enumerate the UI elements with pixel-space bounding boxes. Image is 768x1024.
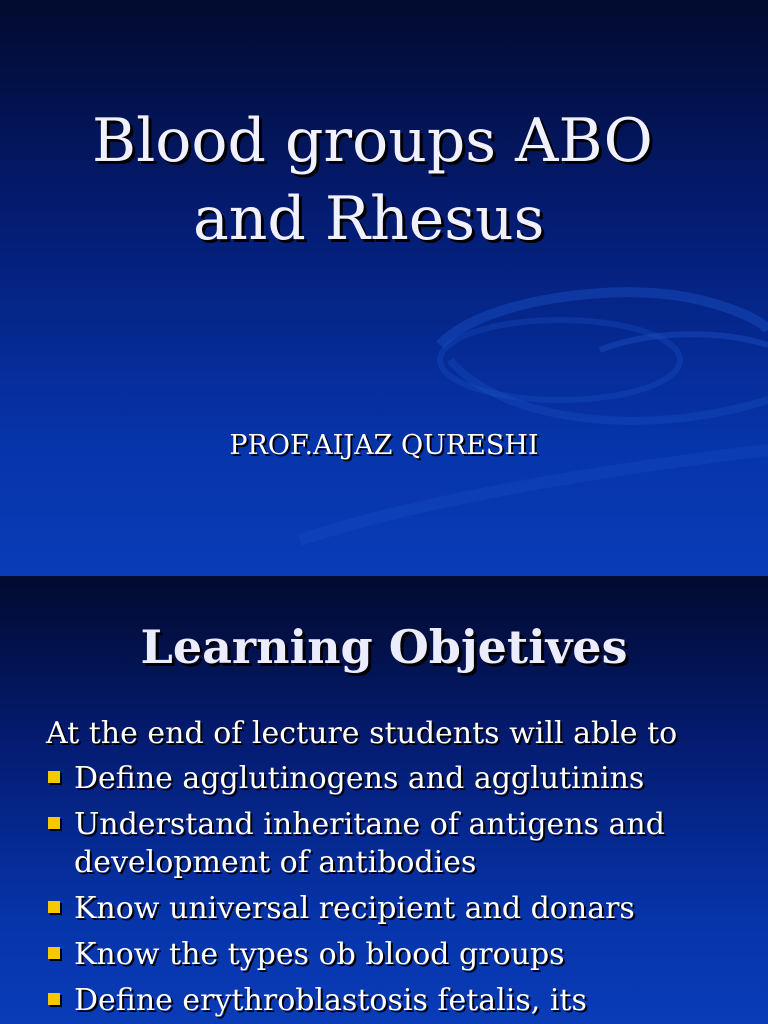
title-line-2: and Rhesus <box>193 184 545 254</box>
bullet-square-icon <box>48 947 60 959</box>
slide-title: Learning Objetives <box>140 620 628 674</box>
list-item <box>46 936 746 974</box>
objective-text: Know universal recipient and donars <box>74 891 635 926</box>
objective-text: Define agglutinogens and agglutinins <box>74 761 645 796</box>
list-item <box>46 806 746 882</box>
list-item <box>46 760 746 798</box>
learning-objectives-slide <box>0 576 768 1024</box>
bullet-square-icon <box>48 771 60 783</box>
objective-text: Understand inheritane of antigens and development of antibodies <box>74 807 665 880</box>
bullet-square-icon <box>48 901 60 913</box>
objective-text: Know the types ob blood groups <box>74 937 565 972</box>
bullet-square-icon <box>48 993 60 1005</box>
author-name: PROF.AIJAZ QURESHI <box>229 430 539 461</box>
list-item <box>46 982 746 1020</box>
objectives-list <box>46 760 746 1024</box>
bullet-square-icon <box>48 817 60 829</box>
list-item <box>46 890 746 928</box>
title-line-1: Blood groups ABO <box>92 106 653 176</box>
intro-text: At the end of lecture students will able to <box>46 716 678 751</box>
slide-title <box>92 102 732 258</box>
objective-text: Define erythroblastosis fetalis, its <box>74 983 587 1018</box>
